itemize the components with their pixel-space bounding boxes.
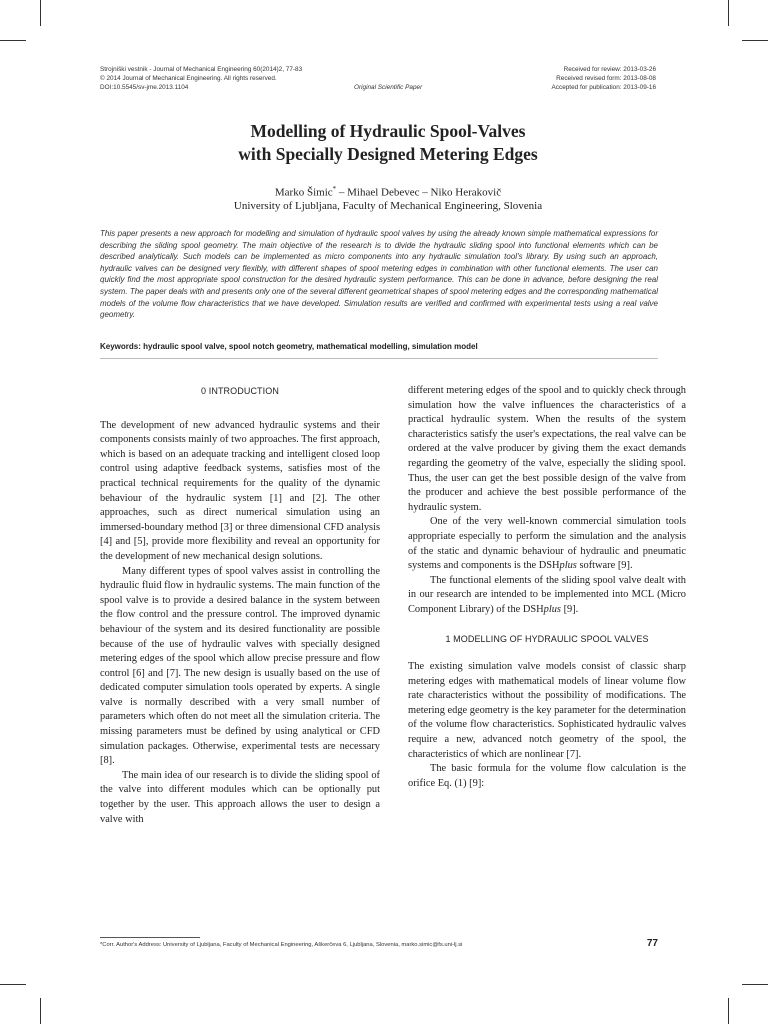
paragraph: The development of new advanced hydraulic systems and their components consists mainly of two approaches. The first approach, which is based on an adequate tracking and intelligent closed loop control using adaptive feedback systems, satisfies most of the practical technical requirements for the quality of the dynamic behaviour of the hydraulic system [1] and [2]. The other approaches, such as direct numerical simulation using an immersed-boundary method [3] or three dimensional CFD analysis [4] and [5], provide more flexibility and reveal an opportunity for the development of new mechanical design solutions. [100, 419, 380, 562]
crop-mark [742, 984, 768, 985]
column-right [408, 384, 686, 791]
section-heading-modelling: 1 MODELLING OF HYDRAULIC SPOOL VALVES [445, 633, 649, 644]
crop-mark [0, 984, 26, 985]
paragraph [408, 515, 686, 573]
paragraph-text: [9]. [560, 603, 579, 615]
paper-type: Original Scientific Paper [354, 83, 423, 91]
paragraph: different metering edges of the spool and to quickly check through simulation how the valve influences the characteristics of a practical hydraulic system. When the results of the system characteristics satisfy the user's expectations, the real valve can be ordered at the valve producer by giving them the exact demands regarding the geometry of the valve, especially the sliding spool. Thus, the user can get the best possible design of the valve from the producer and achieve the best possible performance of the hydraulic system. [408, 385, 686, 513]
accepted-date: Accepted for publication: 2013-09-16 [551, 83, 656, 91]
footnote-rule [100, 937, 200, 938]
crop-mark [40, 998, 41, 1024]
doi: DOI:10.5545/sv-jme.2013.1104 [100, 83, 189, 91]
crop-mark [728, 0, 729, 26]
copyright: © 2014 Journal of Mechanical Engineering. All rights reserved. [100, 74, 277, 82]
keywords-label: Keywords: [100, 342, 144, 351]
footnote: *Corr. Author's Address: University of Ljubljana, Faculty of Mechanical Engineering, Aškerčeva 6, Ljubljana, Slovenia, marko.simic@fs.uni-lj.si [100, 942, 463, 948]
crop-mark [40, 0, 41, 26]
software-name-italic: plus [543, 603, 561, 615]
paragraph: The basic formula for the volume flow calculation is the orifice Eq. (1) [9]: [408, 763, 686, 789]
page-header [100, 66, 656, 100]
review-dates [552, 66, 656, 92]
paper-title [100, 120, 676, 166]
corresponding-mark: * [332, 185, 337, 193]
paragraph-text: The functional elements of the sliding spool valve dealt with in our research are intended to be implemented into MCL (Micro Component Library) of the DSH [408, 574, 686, 615]
crop-mark [0, 40, 26, 41]
paragraph [408, 574, 686, 618]
column-left [100, 384, 380, 827]
paragraph: Many different types of spool valves assist in controlling the hydraulic fluid flow in hydraulic systems. The main function of the spool valve is to provide a desired balance in the system between the flow control and the pressure control. The improved dynamic behaviour of the system and its desired functionality are possible because of the use of hydraulic valves with specially designed metering edges of the spool which allow precise pressure and flow control [6] and [7]. The new design is usually based on the use of dedicated computer simulation tools operated by experts. A single valve is normally described with a very small number of parameters which often do not meet all the simulation criteria. The missing parameters must be defined by using analytical or CFD simulation packages. Otherwise, experimental tests are necessary [8]. [100, 565, 380, 767]
section-heading-introduction: 0 INTRODUCTION [201, 386, 279, 396]
other-authors: – Mihael Debevec – Niko Herakovič [336, 186, 502, 199]
section-divider [100, 358, 658, 359]
paragraph: The existing simulation valve models consist of classic sharp metering edges with mathematical models of linear volume flow rate characteristics without the possibility of modifications. The metering edge geometry is the key parameter for the determination of the volume flow characteristics. Sophisticated hydraulic valves require a new, advanced notch geometry of the spool, the characteristics of which are nonlinear [7]. [408, 661, 686, 760]
title-line-1: Modelling of Hydraulic Spool-Valves [250, 121, 526, 141]
paragraph-text: software [9]. [576, 560, 633, 572]
affiliation: University of Ljubljana, Faculty of Mechanical Engineering, Slovenia [233, 200, 543, 212]
title-line-2: with Specially Designed Metering Edges [238, 144, 538, 164]
journal-name: Strojniški vestnik - Journal of Mechanical Engineering 60(2014)2, 77-83 [100, 66, 303, 73]
paragraph: The main idea of our research is to divide the sliding spool of the valve into different modules which can be optionally put together by the user. This approach allows the user to design a valve with [100, 769, 380, 825]
author-1: Marko Šimic [274, 186, 333, 199]
abstract: This paper presents a new approach for modelling and simulation of hydraulic spool valves by using the already known simple mathematical expressions for describing the sliding spool geometry. The main objective of the research is to divide the hydraulic sliding spool into functional elements which can be described analytically. Such models can be implemented as micro components into any hydraulic simulation tool's library. By using such an approach, hydraulic valves can be designed very flexibly, with different shapes of spool metering edges in combination with other functional elements. The user can quickly find the most appropriate spool construction for the desired hydraulic system performance. This can be done in advance, before designing the real system. The paper deals with and presents only one of the several different geometrical shapes of spool metering edges and the corresponding mathematical models of the volume flow characteristics that we have developed. Simulation results are verified and confirmed with experimental tests using a real valve geometry. [100, 229, 658, 320]
crop-mark [742, 40, 768, 41]
received-date: Received for review: 2013-03-26 [563, 66, 656, 73]
journal-info [100, 66, 302, 92]
keywords [100, 341, 670, 352]
page-number: 77 [646, 938, 658, 949]
crop-mark [728, 998, 729, 1024]
paragraph-text: One of the very well-known commercial simulation tools appropriate especially to perform the simulation and the analysis of the static and dynamic behaviour of hydraulic and pneumatic systems and components is the DSH [408, 516, 686, 572]
software-name-italic: plus [559, 560, 577, 572]
keywords-text: hydraulic spool valve, spool notch geometry, mathematical modelling, simulation model [143, 342, 478, 351]
revised-date: Received revised form: 2013-08-08 [556, 74, 656, 82]
